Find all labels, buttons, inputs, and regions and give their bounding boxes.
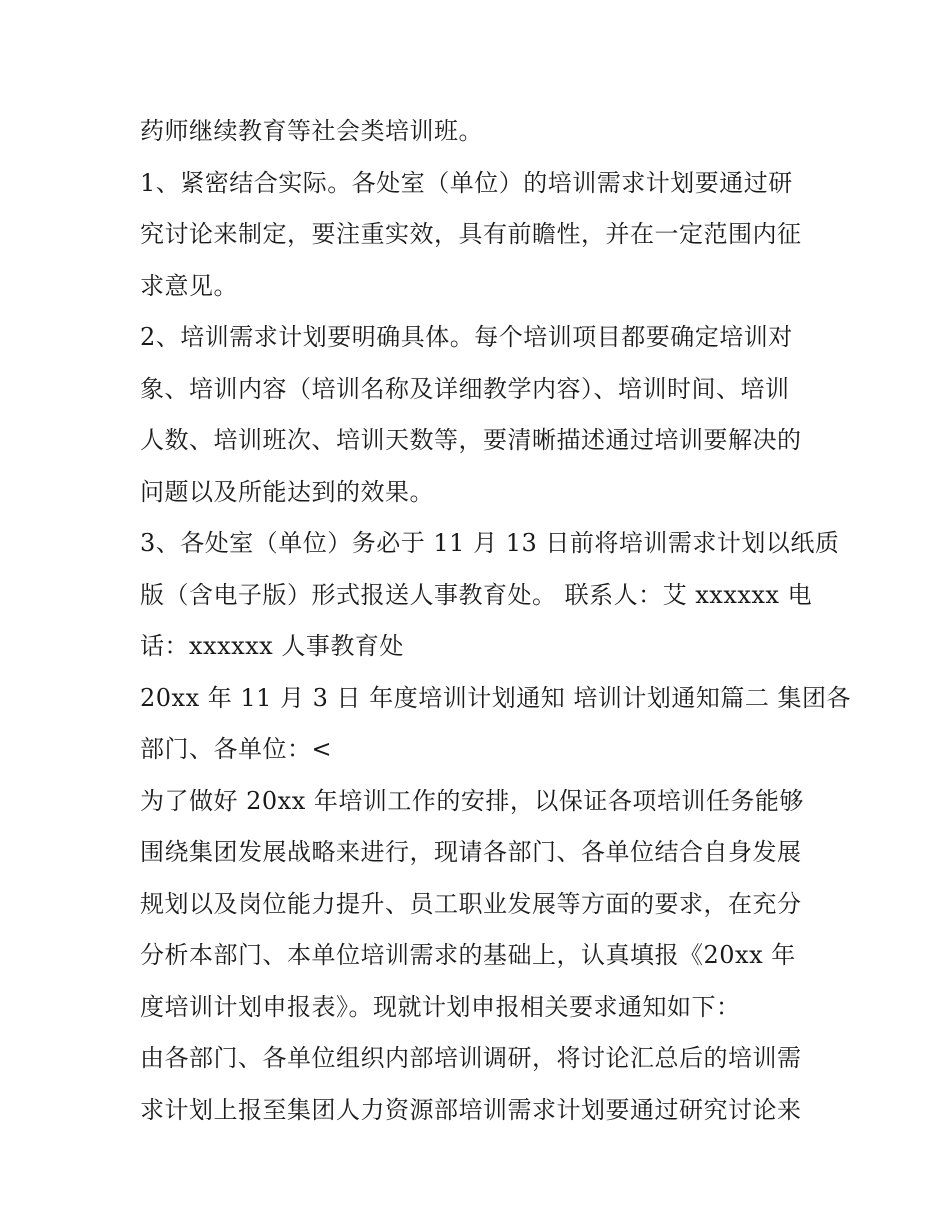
text-line: 由各部门、各单位组织内部培训调研，将讨论汇总后的培训需 bbox=[140, 1044, 802, 1072]
text-line: 3、各处室（单位）务必于 11 月 13 日前将培训需求计划以纸质 bbox=[140, 529, 840, 557]
text-line: 20xx 年 11 月 3 日 年度培训计划通知 培训计划通知篇二 集团各 bbox=[140, 683, 851, 712]
text-line: 2、培训需求计划要明确具体。每个培训项目都要确定培训对 bbox=[140, 323, 793, 351]
text-line: 1、紧密结合实际。各处室（单位）的培训需求计划要通过研 bbox=[140, 168, 793, 197]
text-line: 人数、培训班次、培训天数等，要清晰描述通过培训要解决的 bbox=[140, 426, 802, 454]
text-line: 分析本部门、本单位培训需求的基础上，认真填报《20xx 年 bbox=[140, 941, 796, 969]
document-body bbox=[140, 106, 851, 1136]
text-line: 话：xxxxxx 人事教育处 bbox=[140, 632, 404, 660]
text-line: 问题以及所能达到的效果。 bbox=[140, 477, 434, 506]
text-line: 药师继续教育等社会类培训班。 bbox=[140, 117, 483, 145]
text-line: 规划以及岗位能力提升、员工职业发展等方面的要求，在充分 bbox=[140, 889, 802, 918]
text-line: 版（含电子版）形式报送人事教育处。 联系人：艾 xxxxxx 电 bbox=[140, 580, 813, 609]
text-line: 求计划上报至集团人力资源部培训需求计划要通过研究讨论来 bbox=[140, 1095, 802, 1124]
text-line: 部门、各单位：< bbox=[140, 735, 333, 763]
text-line: 围绕集团发展战略来进行，现请各部门、各单位结合自身发展 bbox=[140, 838, 802, 866]
text-line: 究讨论来制定，要注重实效，具有前瞻性，并在一定范围内征 bbox=[140, 220, 802, 248]
text-line: 为了做好 20xx 年培训工作的安排，以保证各项培训任务能够 bbox=[140, 786, 804, 815]
text-line: 求意见。 bbox=[140, 271, 238, 300]
text-line: 象、培训内容（培训名称及详细教学内容）、培训时间、培训 bbox=[140, 374, 790, 403]
text-line: 度培训计划申报表》。现就计划申报相关要求通知如下： bbox=[140, 992, 741, 1021]
